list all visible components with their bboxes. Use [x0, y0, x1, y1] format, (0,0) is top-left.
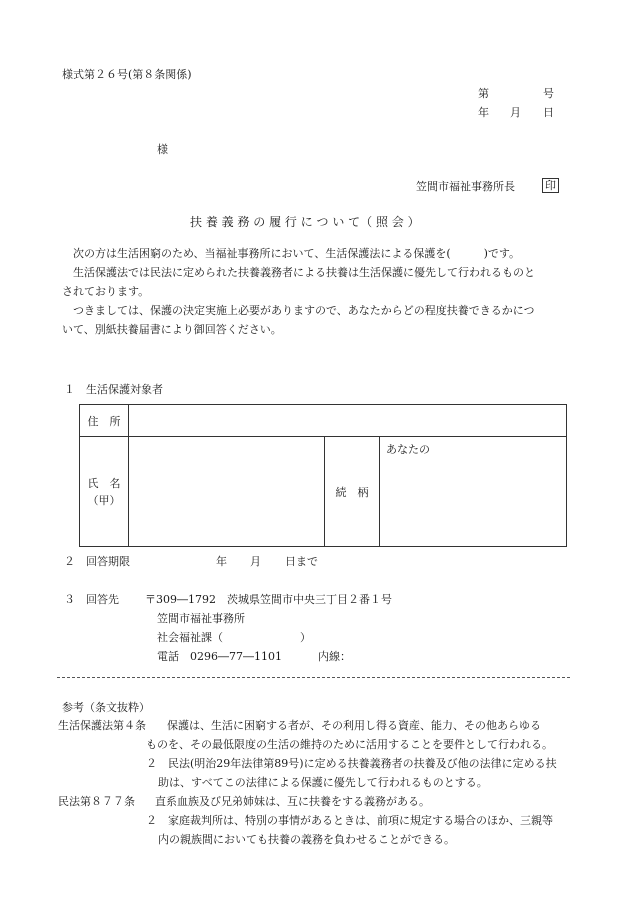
- deadline-day-until: 日まで: [285, 555, 318, 568]
- reply-phone: 電話 0296―77―1101: [157, 650, 282, 663]
- reply-address: 〒309―1792 茨城県笠間市中央三丁目２番１号: [145, 593, 392, 606]
- law2-paragraph-2b: 内の親族間においても扶養の義務を負わせることができる。: [158, 833, 455, 846]
- law2-text: 直系血族及び兄弟姉妹は、互に扶養をする義務がある。: [155, 795, 430, 808]
- name-label-cell: [80, 437, 129, 547]
- body-paragraph-2a: 生活保護法では民法に定められた扶養義務者による扶養は生活保護に優先して行われるものと: [62, 266, 535, 279]
- date-day: 日: [543, 106, 554, 119]
- doc-number-prefix: 第: [478, 87, 489, 100]
- addressee-honorific: 様: [157, 143, 168, 156]
- name-input-cell[interactable]: [129, 437, 325, 547]
- law1-paragraph-2b: 助は、すべてこの法律による保護に優先して行われるものとする。: [158, 776, 488, 789]
- form-number: 様式第２６号(第８条関係): [62, 68, 192, 81]
- reply-extension: 内線：: [318, 650, 351, 663]
- deadline-month: 月: [250, 555, 261, 568]
- body-paragraph-3a: つきましては、保護の決定実施上必要がありますので、あなたからどの程度扶養できるかにつ: [62, 304, 535, 317]
- body-paragraph-1: 次の方は生活困窮のため、当福祉事務所において、生活保護法による保護を( )です。: [62, 247, 521, 260]
- dashed-divider: [57, 677, 570, 678]
- relation-prefix: あなたの: [386, 443, 430, 456]
- section-1-heading: １ 生活保護対象者: [64, 383, 163, 396]
- reference-heading: 参考（条文抜粋）: [62, 701, 150, 714]
- document-title: 扶 養 義 務 の 履 行 に つ い て（ 照 会 ）: [190, 215, 420, 229]
- seal-mark: [542, 177, 559, 193]
- doc-number-suffix: 号: [543, 87, 554, 100]
- law1-title: 生活保護法第４条: [58, 719, 146, 732]
- target-person-table: [79, 404, 567, 547]
- body-paragraph-2b: されております。: [62, 285, 150, 298]
- reply-division: 社会福祉課（ ）: [157, 631, 311, 644]
- name-sub-label: （甲）: [87, 493, 121, 507]
- address-input-cell[interactable]: [129, 405, 567, 437]
- law2-paragraph-2a: ２ 家庭裁判所は、特別の事情があるときは、前項に規定する場合のほか、三親等: [146, 814, 553, 827]
- relation-label: 続 柄: [335, 485, 369, 499]
- section-3-label: ３ 回答先: [64, 593, 119, 606]
- seal-label: 印: [542, 178, 559, 193]
- date-month: 月: [510, 106, 521, 119]
- body-paragraph-3b: いて、別紙扶養届書により御回答ください。: [62, 323, 282, 336]
- law2-title: 民法第８７７条: [58, 795, 135, 808]
- address-label: 住 所: [87, 414, 121, 428]
- section-2-label: ２ 回答期限: [64, 555, 130, 568]
- deadline-year: 年: [216, 555, 227, 568]
- name-label: 氏 名: [87, 476, 121, 490]
- relation-input-cell[interactable]: [380, 437, 567, 547]
- law1-text-2: ものを、その最低限度の生活の維持のために活用することを要件として行われる。: [146, 738, 553, 751]
- law1-paragraph-2a: ２ 民法(明治29年法律第89号)に定める扶養義務者の扶養及び他の法律に定める扶: [146, 757, 557, 770]
- law1-text-1: 保護は、生活に困窮する者が、その利用し得る資産、能力、その他あらゆる: [167, 719, 541, 732]
- address-label-cell: [80, 405, 129, 437]
- body-text: [62, 244, 572, 339]
- date-year: 年: [478, 106, 489, 119]
- reply-office: 笠間市福祉事務所: [157, 612, 245, 625]
- relation-label-cell: [325, 437, 380, 547]
- sender-name: 笠間市福祉事務所長: [416, 180, 515, 193]
